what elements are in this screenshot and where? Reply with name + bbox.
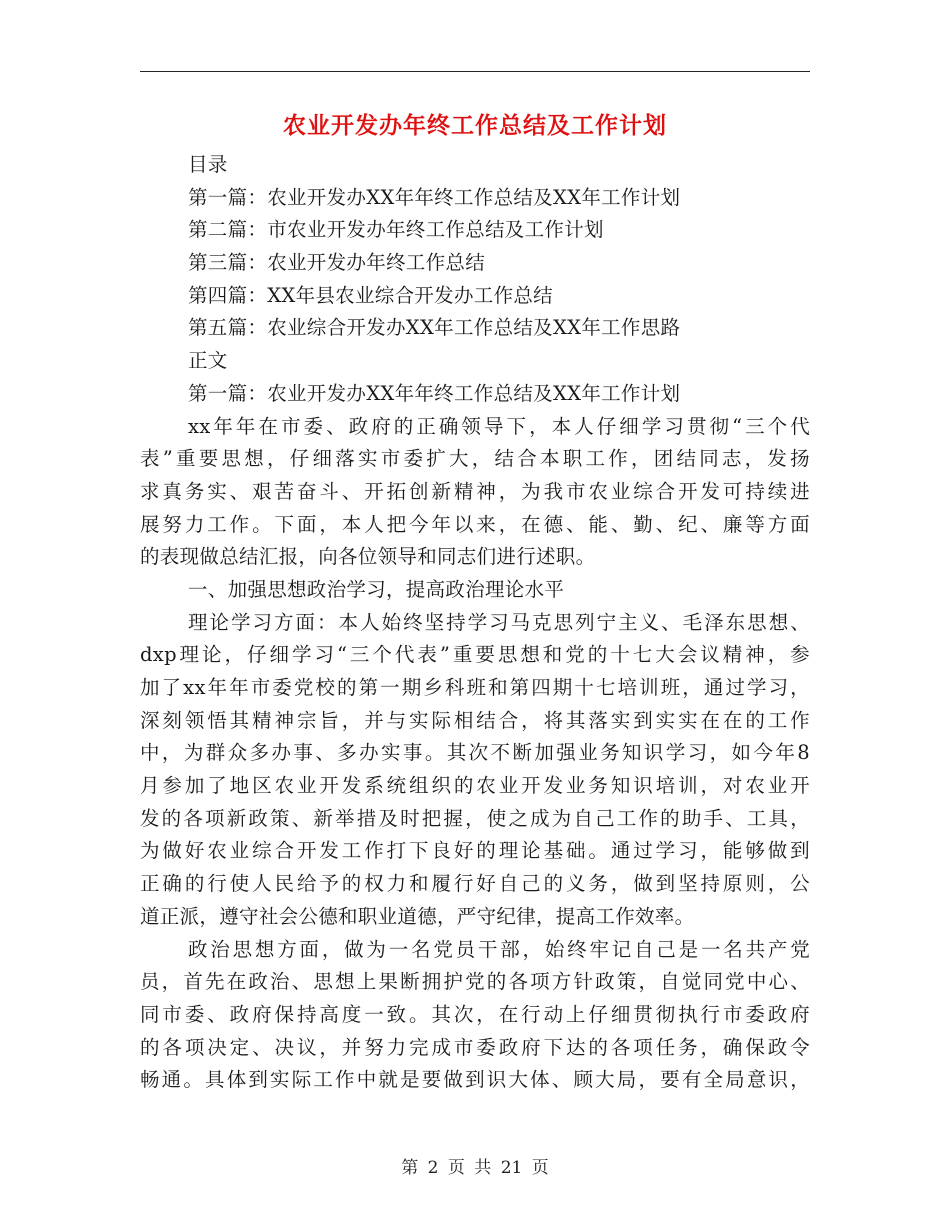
paragraph-line: 理论学习方面：本人始终坚持学习马克思列宁主义、毛泽东思想、	[188, 610, 810, 634]
subheading: 一、加强思想政治学习，提高政治理论水平	[188, 577, 565, 601]
page-number-footer: 第 2 页 共 21 页	[401, 1158, 549, 1178]
toc-item: 第五篇：农业综合开发办XX年工作总结及XX年工作思路	[188, 316, 681, 340]
toc-item: 第三篇：农业开发办年终工作总结	[188, 251, 486, 275]
paragraph-line: 求真务实、艰苦奋斗、开拓创新精神，为我市农业综合开发可持续进	[140, 479, 810, 503]
paragraph-3	[140, 934, 810, 1097]
paragraph-line: 同市委、政府保持高度一致。其次，在行动上仔细贯彻执行市委政府	[140, 1002, 810, 1026]
body-heading: 正文	[188, 349, 228, 373]
paragraph-line: 表”重要思想，仔细落实市委扩大，结合本职工作，团结同志，发扬	[140, 447, 810, 471]
paragraph-line: 为做好农业综合开发工作打下良好的理论基础。通过学习，能够做到	[140, 839, 810, 863]
paragraph-line: 深刻领悟其精神宗旨，并与实际相结合，将其落实到实实在在的工作	[140, 708, 810, 732]
toc-item: 第四篇：XX年县农业综合开发办工作总结	[188, 283, 553, 307]
toc-item: 第一篇：农业开发办XX年年终工作总结及XX年工作计划	[188, 185, 681, 209]
paragraph-line: 的表现做总结汇报，向各位领导和同志们进行述职。	[140, 545, 596, 569]
paragraph-line: xx年年在市委、政府的正确领导下，本人仔细学习贯彻“三个代	[188, 414, 810, 438]
paragraph-line: 正确的行使人民给予的权力和履行好自己的义务，做到坚持原则，公	[140, 872, 810, 896]
paragraph-line: 员，首先在政治、思想上果断拥护党的各项方针政策，自觉同党中心、	[140, 970, 810, 994]
paragraph-line: 发的各项新政策、新举措及时把握，使之成为自己工作的助手、工具，	[140, 806, 810, 830]
toc-item: 第二篇：市农业开发办年终工作总结及工作计划	[188, 218, 604, 242]
paragraph-2	[140, 607, 810, 934]
document-body	[140, 149, 810, 1097]
document-title: 农业开发办年终工作总结及工作计划	[283, 112, 667, 139]
paragraph-line: 中，为群众多办事、多办实事。其次不断加强业务知识学习，如今年8	[140, 741, 810, 765]
paragraph-line: dxp理论，仔细学习“三个代表”重要思想和党的十七大会议精神，参	[140, 643, 810, 667]
paragraph-line: 月参加了地区农业开发系统组织的农业开发业务知识培训，对农业开	[140, 774, 810, 798]
toc-heading: 目录	[188, 153, 228, 176]
paragraph-line: 的各项决定、决议，并努力完成市委政府下达的各项任务，确保政令	[140, 1035, 810, 1059]
paragraph-line: 道正派，遵守社会公德和职业道德，严守纪律，提高工作效率。	[140, 904, 695, 928]
header-rule	[140, 71, 810, 72]
paragraph-line: 政治思想方面，做为一名党员干部，始终牢记自己是一名共产党	[188, 937, 810, 961]
paragraph-line: 畅通。具体到实际工作中就是要做到识大体、顾大局，要有全局意识，	[140, 1068, 810, 1092]
section-title: 第一篇：农业开发办XX年年终工作总结及XX年工作计划	[188, 381, 681, 405]
paragraph-line: 加了xx年年市委党校的第一期乡科班和第四期十七培训班，通过学习，	[140, 676, 810, 699]
paragraph-1	[140, 411, 810, 574]
paragraph-line: 展努力工作。下面，本人把今年以来，在德、能、勤、纪、廉等方面	[140, 512, 810, 536]
